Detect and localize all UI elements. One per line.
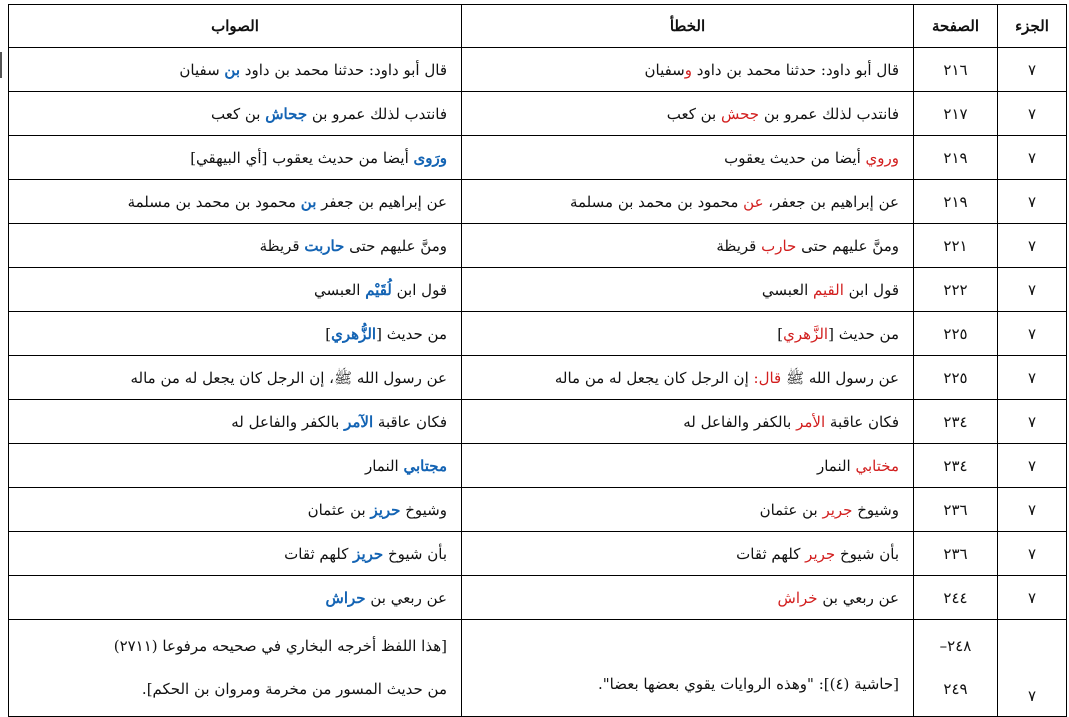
text-segment: قال أبو داود: حدثنا محمد بن داود: [692, 60, 899, 79]
errata-table: [8, 4, 1067, 717]
correction-highlight: مجتابي: [403, 456, 447, 475]
page-cell: ٢٣٦: [914, 488, 998, 532]
page-cell: ٢١٩: [914, 180, 998, 224]
table-row: [9, 488, 1067, 532]
text-segment: سفيان: [644, 60, 685, 79]
text-segment: سفيان: [179, 60, 225, 79]
right-cell: [9, 92, 462, 136]
juz-cell: ٧: [998, 268, 1067, 312]
page-cell: ٢٣٤: [914, 444, 998, 488]
right-cell: [9, 356, 462, 400]
error-highlight: الزَّهري: [783, 324, 829, 343]
table-row: [9, 576, 1067, 620]
right-cell: [9, 488, 462, 532]
correction-highlight: ورَوى: [413, 148, 447, 167]
text-segment: كلهم ثقات: [736, 544, 806, 563]
text-segment: قال أبو داود: حدثنا محمد بن داود: [240, 60, 447, 79]
text-segment: عن رسول الله ﷺ: [781, 368, 899, 387]
table-row: [9, 180, 1067, 224]
error-highlight: قال:: [753, 368, 782, 387]
text-segment: قول ابن: [843, 280, 899, 299]
text-segment: بأن شيوخ: [383, 544, 447, 563]
wrong-cell: [462, 48, 914, 92]
text-segment: عن إبراهيم بن جعفر: [316, 192, 447, 211]
juz-cell: ٧: [998, 180, 1067, 224]
text-segment: بن عثمان: [307, 500, 371, 519]
juz-cell: ٧: [998, 488, 1067, 532]
text-segment: أيضا من حديث يعقوب: [724, 148, 866, 167]
right-cell: [9, 224, 462, 268]
text-segment: عن إبراهيم بن جعفر،: [763, 192, 899, 211]
correction-highlight: بن: [300, 192, 317, 211]
table-row: [9, 312, 1067, 356]
correction-highlight: الزُّهري: [331, 324, 377, 343]
text-segment: ]: [777, 324, 784, 343]
text-segment: فكان عاقبة: [825, 412, 899, 431]
wrong-cell: [462, 620, 914, 717]
text-segment: النمار: [364, 456, 404, 475]
text-segment: إن الرجل كان يجعل له من ماله: [554, 368, 754, 387]
text-segment: العبسي: [761, 280, 814, 299]
correction-highlight: الآمر: [344, 412, 374, 431]
right-cell: [9, 268, 462, 312]
page-cell: [914, 620, 998, 717]
wrong-cell: [462, 356, 914, 400]
text-segment: بأن شيوخ: [835, 544, 899, 563]
right-text-line2: من حديث المسور من مخرمة ومروان بن الحكم].: [141, 680, 447, 698]
page-range-start: ٢٤٨–: [939, 637, 972, 655]
left-edge-marker: [0, 52, 2, 78]
table-row: [9, 532, 1067, 576]
correction-highlight: جحاش: [265, 104, 308, 123]
wrong-cell: [462, 136, 914, 180]
text-segment: قول ابن: [391, 280, 447, 299]
text-segment: قريظة: [259, 236, 305, 255]
text-segment: عن رسول الله ﷺ، إن الرجل كان يجعل له من ماله: [130, 368, 447, 387]
wrong-cell: [462, 180, 914, 224]
juz-cell: ٧: [998, 532, 1067, 576]
juz-cell: ٧: [998, 444, 1067, 488]
error-highlight: جرير: [822, 500, 853, 519]
text-segment: وشيوخ: [400, 500, 447, 519]
correction-highlight: حراش: [325, 588, 366, 607]
right-cell: [9, 312, 462, 356]
table-row: [9, 92, 1067, 136]
header-page: الصفحة: [914, 5, 998, 48]
text-segment: العبسي: [314, 280, 366, 299]
text-segment: محمود بن محمد بن مسلمة: [569, 192, 744, 211]
juz-cell: ٧: [998, 356, 1067, 400]
page-cell: ٢١٧: [914, 92, 998, 136]
text-segment: ]: [325, 324, 332, 343]
wrong-cell: [462, 576, 914, 620]
juz-cell: ٧: [998, 400, 1067, 444]
correction-highlight: بن: [224, 60, 241, 79]
error-highlight: حارب: [761, 236, 797, 255]
right-text-line1: [هذا اللفظ أخرجه البخاري في صحيحه مرفوعا (٢٧١١): [113, 637, 447, 655]
wrong-cell: [462, 92, 914, 136]
text-segment: ومنَّ عليهم حتى: [796, 236, 899, 255]
header-wrong: الخطأ: [462, 5, 914, 48]
error-highlight: جحش: [721, 104, 760, 123]
text-segment: فكان عاقبة: [373, 412, 447, 431]
text-segment: محمود بن محمد بن مسلمة: [127, 192, 301, 211]
correction-highlight: حريز: [370, 500, 401, 519]
page-cell: ٢٣٦: [914, 532, 998, 576]
right-cell: [9, 532, 462, 576]
header-right: الصواب: [9, 5, 462, 48]
juz-cell: [998, 620, 1067, 717]
text-segment: أيضا من حديث يعقوب [أي البيهقي]: [190, 148, 414, 167]
right-cell: [9, 48, 462, 92]
page-cell: ٢٤٤: [914, 576, 998, 620]
juz-cell: ٧: [998, 312, 1067, 356]
text-segment: فانتدب لذلك عمرو بن: [759, 104, 899, 123]
table-row: [9, 400, 1067, 444]
error-highlight: خراش: [777, 588, 818, 607]
text-segment: بن كعب: [211, 104, 266, 123]
wrong-cell: [462, 444, 914, 488]
page-range-end: ٢٤٩: [943, 680, 968, 698]
right-cell: [9, 180, 462, 224]
juz-cell: ٧: [998, 92, 1067, 136]
text-segment: بن كعب: [666, 104, 721, 123]
error-highlight: وروي: [865, 148, 899, 167]
text-segment: النمار: [816, 456, 856, 475]
juz-cell: ٧: [998, 136, 1067, 180]
page-cell: ٢٢٥: [914, 312, 998, 356]
wrong-cell: [462, 532, 914, 576]
wrong-cell: [462, 268, 914, 312]
error-highlight: جرير: [805, 544, 836, 563]
error-highlight: مختابي: [855, 456, 899, 475]
juz-cell: ٧: [998, 48, 1067, 92]
page-cell: ٢١٦: [914, 48, 998, 92]
wrong-cell: [462, 312, 914, 356]
wrong-cell: [462, 488, 914, 532]
correction-highlight: لُقَيْم: [365, 280, 392, 299]
page-cell: ٢١٩: [914, 136, 998, 180]
right-cell: [9, 620, 462, 717]
right-cell: [9, 136, 462, 180]
error-highlight: و: [684, 60, 693, 79]
text-segment: من حديث [: [376, 324, 447, 343]
juz-cell: ٧: [998, 224, 1067, 268]
right-cell: [9, 576, 462, 620]
right-cell: [9, 444, 462, 488]
text-segment: عن ربعي بن: [365, 588, 447, 607]
error-highlight: عن: [743, 192, 764, 211]
right-cell: [9, 400, 462, 444]
table-body: [9, 48, 1067, 717]
error-highlight: الأمر: [796, 412, 826, 431]
page-cell: ٢٣٤: [914, 400, 998, 444]
table-row: [9, 356, 1067, 400]
text-segment: وشيوخ: [852, 500, 899, 519]
wrong-cell: [462, 224, 914, 268]
error-highlight: القيم: [813, 280, 844, 299]
page-cell: ٢٢٢: [914, 268, 998, 312]
page-cell: ٢٢١: [914, 224, 998, 268]
table-row: [9, 48, 1067, 92]
text-segment: كلهم ثقات: [284, 544, 354, 563]
page-cell: ٢٢٥: [914, 356, 998, 400]
table-row: [9, 136, 1067, 180]
text-segment: فانتدب لذلك عمرو بن: [307, 104, 447, 123]
header-row: [9, 5, 1067, 48]
text-segment: قريظة: [716, 236, 762, 255]
correction-highlight: حريز: [353, 544, 384, 563]
table-row: [9, 224, 1067, 268]
text-segment: بالكفر والفاعل له: [231, 412, 345, 431]
wrong-cell: [462, 400, 914, 444]
table-row-last: [9, 620, 1067, 717]
header-juz: الجزء: [998, 5, 1067, 48]
table-row: [9, 444, 1067, 488]
wrong-text: [حاشية (٤)]: "وهذه الروايات يقوي بعضها بعضا".: [597, 675, 899, 693]
table-row: [9, 268, 1067, 312]
text-segment: من حديث [: [828, 324, 899, 343]
text-segment: بالكفر والفاعل له: [683, 412, 797, 431]
juz-value: ٧: [1027, 687, 1037, 705]
juz-cell: ٧: [998, 576, 1067, 620]
correction-highlight: حاربت: [304, 236, 345, 255]
text-segment: عن ربعي بن: [817, 588, 899, 607]
text-segment: ومنَّ عليهم حتى: [344, 236, 447, 255]
text-segment: بن عثمان: [759, 500, 823, 519]
